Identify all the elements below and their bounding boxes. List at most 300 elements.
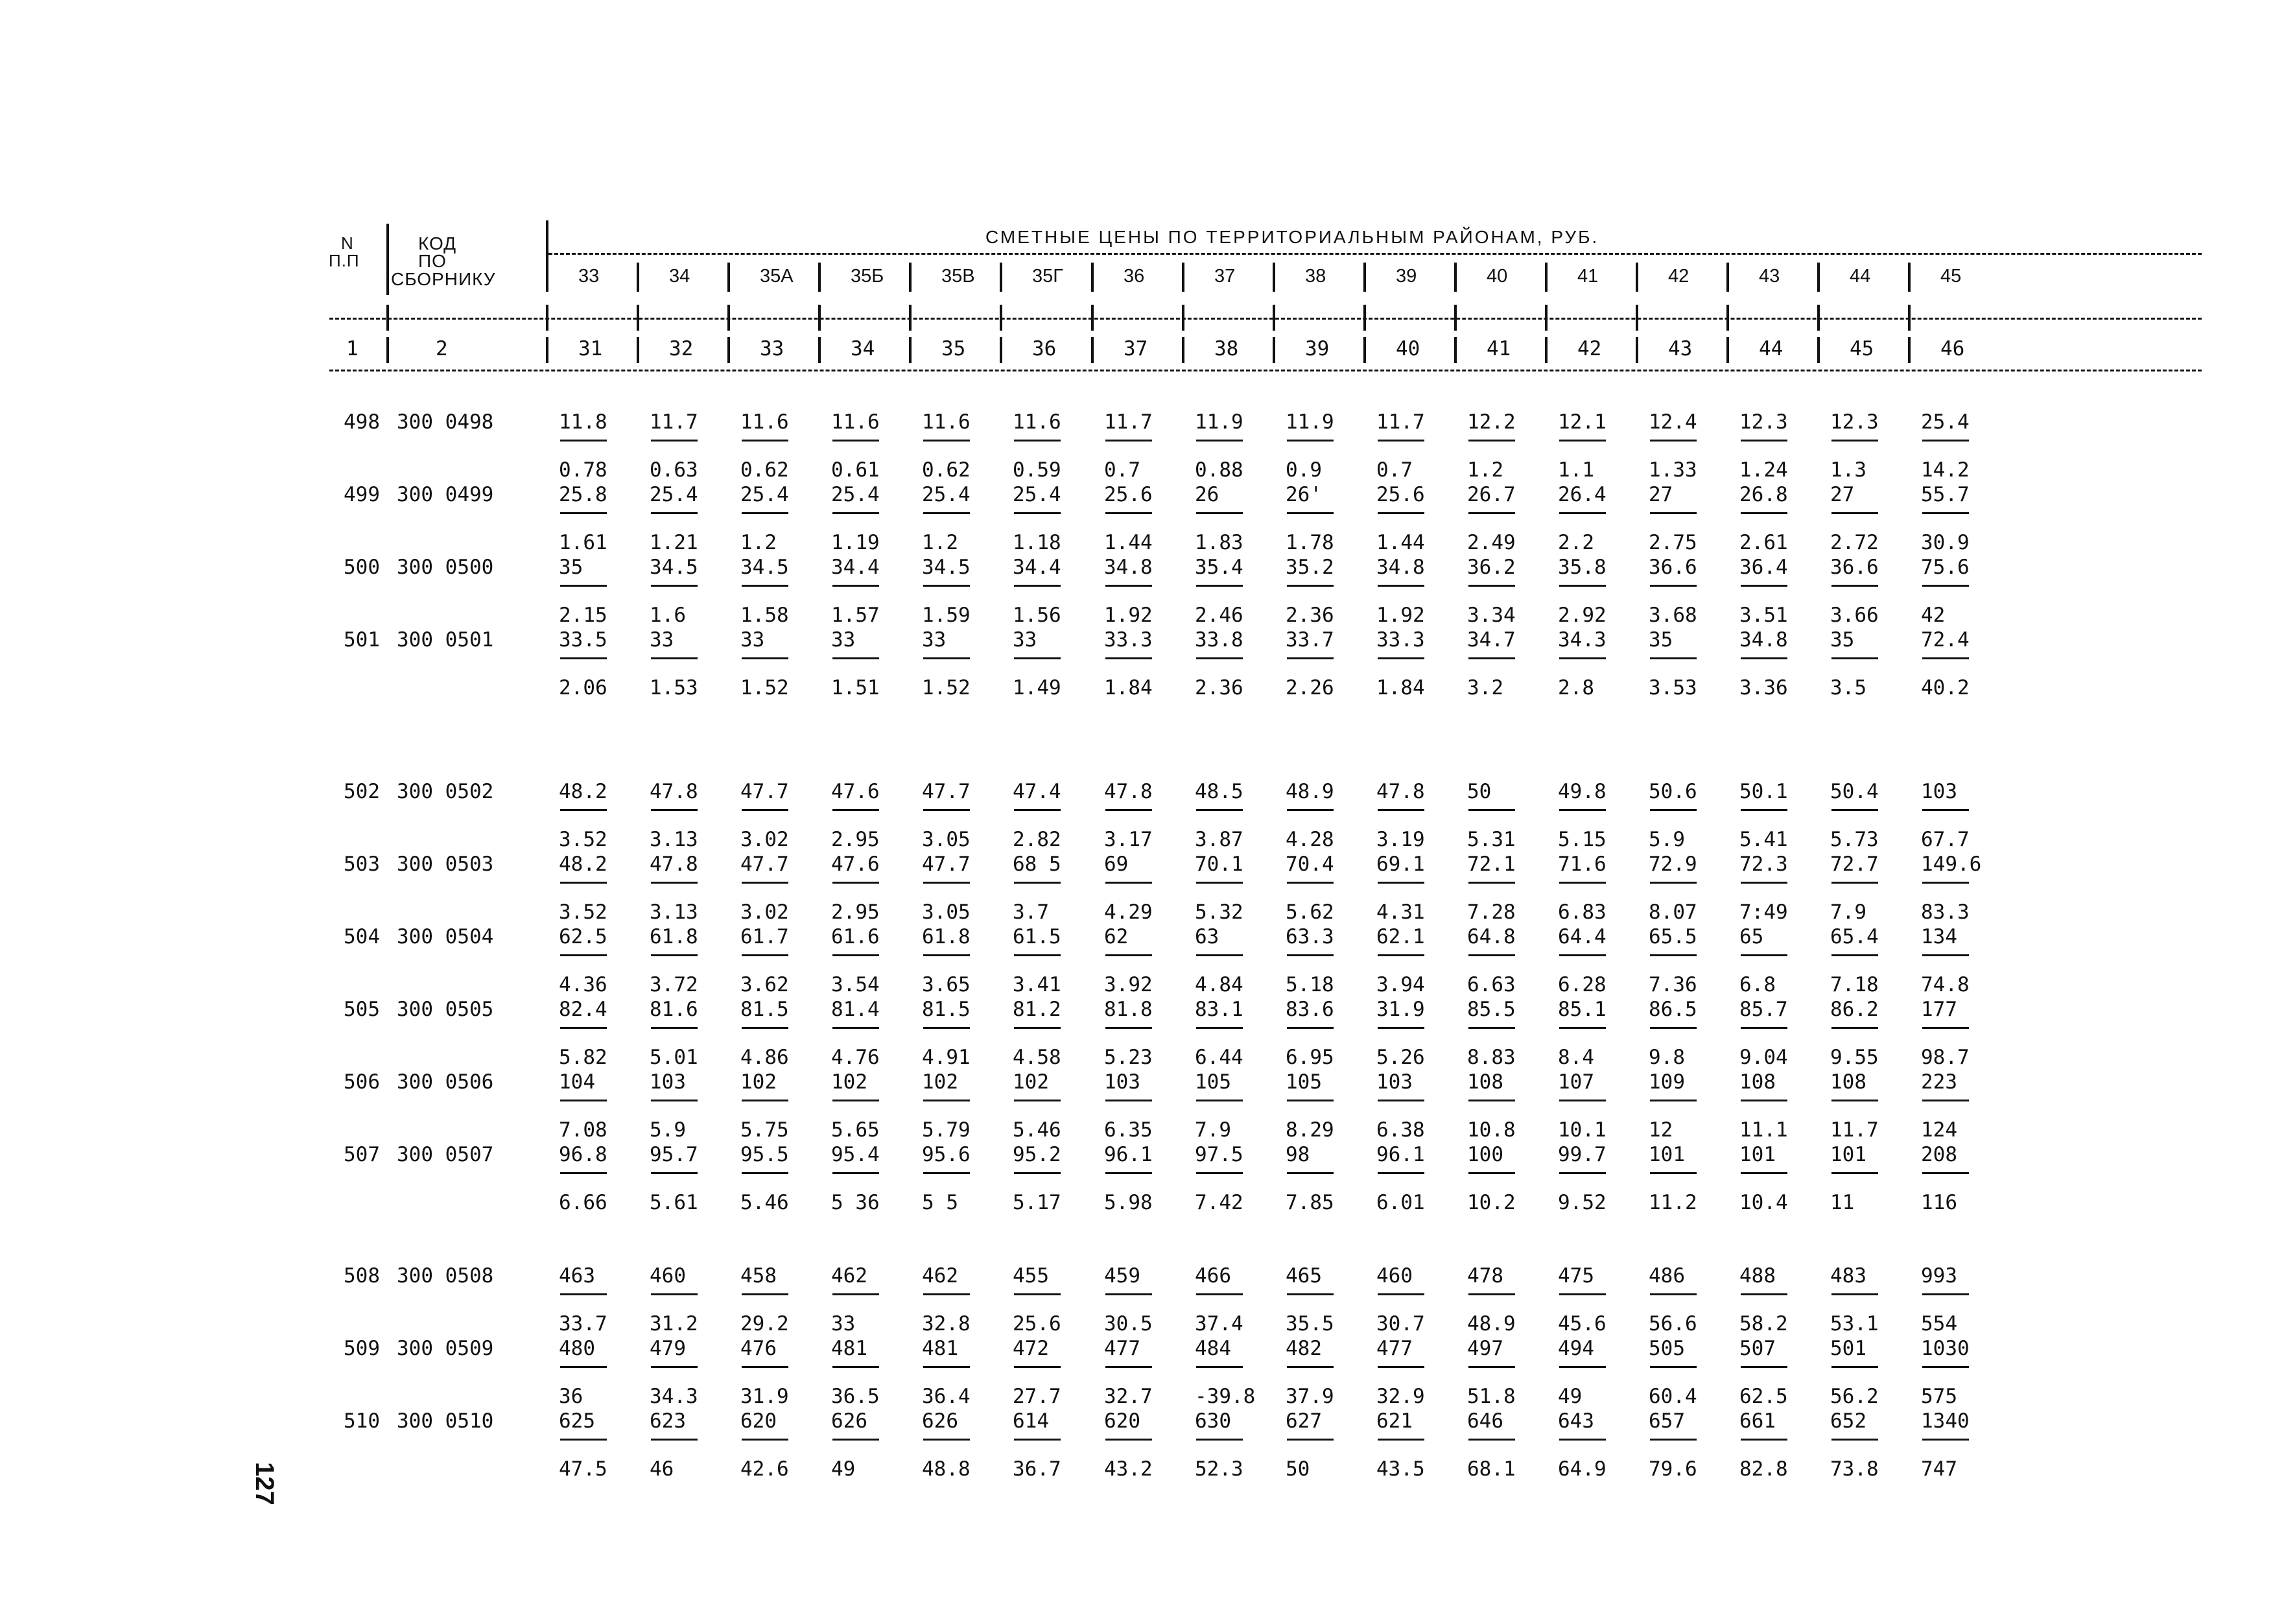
fraction-bar	[651, 1027, 698, 1029]
fraction-bar	[1287, 1027, 1334, 1029]
price-cell: 12.2	[1467, 410, 1516, 434]
fraction-bar	[1196, 1439, 1243, 1441]
price-cell: 11.9	[1195, 410, 1243, 434]
header-divider	[1182, 263, 1184, 292]
price-cell: 35.8	[1558, 556, 1607, 579]
price-cell: 11.6	[831, 410, 880, 434]
fraction-bar	[832, 657, 879, 659]
price-cell: 33	[1013, 628, 1037, 652]
price-cell: 105	[1286, 1070, 1322, 1094]
fraction-bar	[1559, 809, 1606, 811]
price-cell: 2.36	[1286, 604, 1334, 627]
fraction-bar	[1105, 954, 1152, 956]
fraction-bar	[1831, 440, 1878, 441]
price-cell: 116	[1921, 1191, 1957, 1214]
fraction-bar	[1378, 1366, 1424, 1368]
price-cell: 34.4	[1013, 556, 1061, 579]
price-cell: 2.61	[1739, 531, 1788, 554]
fraction-bar	[651, 1100, 698, 1101]
price-cell: 95.7	[650, 1143, 698, 1166]
fraction-bar	[1922, 1027, 1969, 1029]
price-cell: 3.87	[1195, 828, 1243, 851]
fraction-bar	[651, 440, 698, 441]
price-cell: 85.7	[1739, 998, 1788, 1021]
fraction-bar	[1650, 1172, 1697, 1174]
price-cell: 25.4	[1921, 410, 1970, 434]
fraction-bar	[651, 954, 698, 956]
fraction-bar	[1105, 1100, 1152, 1101]
price-cell: 3.34	[1467, 604, 1516, 627]
header-divider	[1908, 337, 1911, 363]
price-cell: 81.5	[922, 998, 971, 1021]
fraction-bar	[923, 954, 970, 956]
header-divider	[1545, 337, 1548, 363]
fraction-bar	[1287, 512, 1334, 514]
price-cell: 2.36	[1195, 676, 1243, 700]
header-divider	[1091, 305, 1094, 331]
price-cell: 2.49	[1467, 531, 1516, 554]
fraction-bar	[1559, 1439, 1606, 1441]
price-cell: 6.38	[1376, 1118, 1425, 1142]
price-cell: 62.1	[1376, 925, 1425, 948]
column-number-6: 34	[851, 337, 875, 360]
column-number-13: 41	[1487, 337, 1511, 360]
fraction-bar	[1287, 440, 1334, 441]
price-cell: -39.8	[1195, 1385, 1256, 1408]
price-cell: 5.32	[1195, 900, 1243, 924]
fraction-bar	[1014, 1100, 1061, 1101]
fraction-bar	[560, 440, 607, 441]
price-cell: 5.17	[1013, 1191, 1061, 1214]
fraction-bar	[1378, 440, 1424, 441]
price-cell: 47.4	[1013, 780, 1061, 803]
price-cell: 81.4	[831, 998, 880, 1021]
price-cell: 5.9	[650, 1118, 686, 1142]
fraction-bar	[742, 512, 788, 514]
header-divider	[1091, 263, 1094, 292]
price-cell: 47.7	[740, 780, 789, 803]
price-cell: 50.4	[1830, 780, 1879, 803]
fraction-bar	[1922, 882, 1969, 884]
price-cell: 1.58	[740, 604, 789, 627]
fraction-bar	[1196, 809, 1243, 811]
price-cell: 27.7	[1013, 1385, 1061, 1408]
fraction-bar	[1741, 1027, 1787, 1029]
price-cell: 1.1	[1558, 458, 1594, 482]
price-cell: 11.7	[1830, 1118, 1879, 1142]
price-cell: 40.2	[1921, 676, 1970, 700]
price-cell: 27	[1649, 483, 1673, 506]
price-cell: 33.7	[559, 1312, 607, 1336]
fraction-bar	[1468, 1366, 1515, 1368]
price-cell: 459	[1104, 1264, 1140, 1288]
price-cell: 25.8	[559, 483, 607, 506]
price-cell: 466	[1195, 1264, 1231, 1288]
price-cell: 1.92	[1104, 604, 1153, 627]
price-cell: 56.2	[1830, 1385, 1879, 1408]
price-cell: 3.2	[1467, 676, 1503, 700]
fraction-bar	[1831, 809, 1878, 811]
price-cell: 36.2	[1467, 556, 1516, 579]
price-cell: 32.7	[1104, 1385, 1153, 1408]
fraction-bar	[923, 657, 970, 659]
price-cell: 108	[1467, 1070, 1503, 1094]
price-cell: 69	[1104, 853, 1129, 876]
price-cell: 95.4	[831, 1143, 880, 1166]
price-cell: 661	[1739, 1409, 1776, 1433]
price-cell: 72.1	[1467, 853, 1516, 876]
price-cell: 72.9	[1649, 853, 1697, 876]
fraction-bar	[923, 585, 970, 587]
header-divider	[637, 337, 639, 363]
price-cell: 103	[1376, 1070, 1413, 1094]
row-code: 300 0498	[397, 410, 494, 434]
fraction-bar	[1650, 657, 1697, 659]
fraction-bar	[651, 1439, 698, 1441]
price-cell: 34.5	[922, 556, 971, 579]
header-divider	[1363, 263, 1366, 292]
fraction-bar	[651, 657, 698, 659]
fraction-bar	[651, 882, 698, 884]
price-cell: 9.04	[1739, 1046, 1788, 1069]
price-cell: 64.4	[1558, 925, 1607, 948]
price-cell: 10.2	[1467, 1191, 1516, 1214]
fraction-bar	[1559, 657, 1606, 659]
fraction-bar	[1922, 657, 1969, 659]
price-cell: 476	[740, 1337, 777, 1360]
price-cell: 0.62	[740, 458, 789, 482]
fraction-bar	[1922, 1439, 1969, 1441]
fraction-bar	[651, 809, 698, 811]
fraction-bar	[1468, 1027, 1515, 1029]
price-cell: 6.83	[1558, 900, 1607, 924]
price-cell: 85.1	[1558, 998, 1607, 1021]
price-cell: 481	[922, 1337, 958, 1360]
price-cell: 3.7	[1013, 900, 1049, 924]
price-cell: 2.26	[1286, 676, 1334, 700]
region-header-13: 42	[1668, 266, 1689, 287]
region-header-11: 40	[1487, 266, 1508, 287]
price-cell: 52.3	[1195, 1457, 1243, 1481]
price-cell: 3.02	[740, 900, 789, 924]
price-cell: 1.49	[1013, 676, 1061, 700]
fraction-bar	[1196, 657, 1243, 659]
fraction-bar	[1014, 585, 1061, 587]
price-cell: 33.8	[1195, 628, 1243, 652]
column-number-5: 33	[760, 337, 784, 360]
price-cell: 64.9	[1558, 1457, 1607, 1481]
price-cell: 620	[1104, 1409, 1140, 1433]
price-cell: 1340	[1921, 1409, 1970, 1433]
price-cell: 626	[831, 1409, 867, 1433]
header-col-np-label-1: N	[341, 233, 354, 253]
price-cell: 1.59	[922, 604, 971, 627]
price-cell: 2.92	[1558, 604, 1607, 627]
header-divider	[909, 263, 912, 292]
price-cell: 1.52	[740, 676, 789, 700]
price-cell: 36.5	[831, 1385, 880, 1408]
price-cell: 99.7	[1558, 1143, 1607, 1166]
price-cell: 33.3	[1376, 628, 1425, 652]
price-cell: 48.9	[1286, 780, 1334, 803]
price-cell: 34.7	[1467, 628, 1516, 652]
header-divider	[1636, 337, 1638, 363]
price-cell: 0.88	[1195, 458, 1243, 482]
price-cell: 45.6	[1558, 1312, 1607, 1336]
row-number: 507	[344, 1143, 380, 1166]
price-cell: 5.9	[1649, 828, 1685, 851]
row-number: 505	[344, 998, 380, 1021]
price-cell: 4.36	[559, 973, 607, 996]
price-cell: 103	[1921, 780, 1957, 803]
price-cell: 124	[1921, 1118, 1957, 1142]
price-cell: 27	[1830, 483, 1855, 506]
fraction-bar	[1378, 1439, 1424, 1441]
price-cell: 3.66	[1830, 604, 1879, 627]
fraction-bar	[1741, 1172, 1787, 1174]
price-cell: 49.8	[1558, 780, 1607, 803]
fraction-bar	[1196, 1172, 1243, 1174]
price-cell: 25.4	[1013, 483, 1061, 506]
header-divider	[546, 220, 548, 292]
price-cell: 620	[740, 1409, 777, 1433]
price-cell: 33.7	[1286, 628, 1334, 652]
price-cell: 11.9	[1286, 410, 1334, 434]
price-cell: 8.4	[1558, 1046, 1594, 1069]
header-divider	[727, 305, 730, 331]
price-cell: 82.8	[1739, 1457, 1788, 1481]
price-cell: 26.8	[1739, 483, 1788, 506]
column-number-17: 45	[1850, 337, 1874, 360]
price-cell: 5.61	[650, 1191, 698, 1214]
fraction-bar	[1196, 954, 1243, 956]
price-cell: 465	[1286, 1264, 1322, 1288]
price-cell: 5.23	[1104, 1046, 1153, 1069]
price-cell: 33	[650, 628, 674, 652]
fraction-bar	[1741, 1439, 1787, 1441]
price-cell: 460	[650, 1264, 686, 1288]
fraction-bar	[1468, 809, 1515, 811]
price-cell: 3.05	[922, 828, 971, 851]
fraction-bar	[742, 809, 788, 811]
price-cell: 61.5	[1013, 925, 1061, 948]
price-cell: 4.86	[740, 1046, 789, 1069]
price-cell: 47.8	[1104, 780, 1153, 803]
price-cell: 83.1	[1195, 998, 1243, 1021]
price-cell: 33	[922, 628, 947, 652]
column-number-10: 38	[1214, 337, 1239, 360]
price-cell: 37.4	[1195, 1312, 1243, 1336]
price-cell: 35.4	[1195, 556, 1243, 579]
fraction-bar	[1105, 1439, 1152, 1441]
price-cell: 26.7	[1467, 483, 1516, 506]
price-cell: 5.18	[1286, 973, 1334, 996]
fraction-bar	[1105, 1293, 1152, 1295]
fraction-bar	[1468, 1439, 1515, 1441]
price-cell: 35	[559, 556, 583, 579]
price-cell: 0.61	[831, 458, 880, 482]
fraction-bar	[742, 882, 788, 884]
header-divider	[1182, 337, 1184, 363]
price-cell: 36.6	[1830, 556, 1879, 579]
price-cell: 109	[1649, 1070, 1685, 1094]
fraction-bar	[1105, 882, 1152, 884]
price-cell: 3.13	[650, 828, 698, 851]
fraction-bar	[1650, 1293, 1697, 1295]
price-cell: 47.7	[740, 853, 789, 876]
header-divider	[1182, 305, 1184, 331]
fraction-bar	[560, 954, 607, 956]
fraction-bar	[1559, 1366, 1606, 1368]
price-cell: 35	[1649, 628, 1673, 652]
fraction-bar	[742, 440, 788, 441]
price-cell: 11.6	[1013, 410, 1061, 434]
price-cell: 64.8	[1467, 925, 1516, 948]
price-cell: 1.83	[1195, 531, 1243, 554]
column-number-14: 42	[1577, 337, 1602, 360]
price-cell: 1.44	[1376, 531, 1425, 554]
price-cell: 86.2	[1830, 998, 1879, 1021]
column-number-3: 31	[578, 337, 603, 360]
fraction-bar	[1105, 585, 1152, 587]
fraction-bar	[1922, 1172, 1969, 1174]
price-cell: 11.7	[650, 410, 698, 434]
price-cell: 0.9	[1286, 458, 1322, 482]
price-cell: 1.33	[1649, 458, 1697, 482]
fraction-bar	[1831, 1100, 1878, 1101]
row-number: 508	[344, 1264, 380, 1288]
price-cell: 5.26	[1376, 1046, 1425, 1069]
fraction-bar	[1650, 1439, 1697, 1441]
page-number: 127	[250, 1462, 279, 1505]
price-cell: 460	[1376, 1264, 1413, 1288]
price-cell: 1030	[1921, 1337, 1970, 1360]
row-code: 300 0500	[397, 556, 494, 579]
price-cell: 646	[1467, 1409, 1503, 1433]
price-cell: 575	[1921, 1385, 1957, 1408]
fraction-bar	[1741, 882, 1787, 884]
price-cell: 3.19	[1376, 828, 1425, 851]
price-cell: 6.01	[1376, 1191, 1425, 1214]
region-header-16: 45	[1940, 266, 1962, 287]
price-cell: 3.02	[740, 828, 789, 851]
price-cell: 494	[1558, 1337, 1594, 1360]
price-cell: 11	[1830, 1191, 1855, 1214]
region-header-14: 43	[1759, 266, 1780, 287]
fraction-bar	[1650, 1100, 1697, 1101]
price-cell: 0.7	[1104, 458, 1140, 482]
price-cell: 47.5	[559, 1457, 607, 1481]
price-cell: 50	[1286, 1457, 1310, 1481]
fraction-bar	[1559, 954, 1606, 956]
fraction-bar	[832, 809, 879, 811]
price-cell: 614	[1013, 1409, 1049, 1433]
fraction-bar	[832, 1100, 879, 1101]
fraction-bar	[560, 1100, 607, 1101]
header-divider	[1726, 263, 1729, 292]
fraction-bar	[832, 954, 879, 956]
price-cell: 32.8	[922, 1312, 971, 1336]
price-cell: 478	[1467, 1264, 1503, 1288]
price-cell: 7.9	[1830, 900, 1866, 924]
region-header-6: 35Г	[1032, 266, 1063, 287]
price-cell: 70.1	[1195, 853, 1243, 876]
price-cell: 47.6	[831, 780, 880, 803]
price-cell: 483	[1830, 1264, 1866, 1288]
price-cell: 10.1	[1558, 1118, 1607, 1142]
price-cell: 6.8	[1739, 973, 1776, 996]
price-cell: 65.4	[1830, 925, 1879, 948]
price-cell: 31.2	[650, 1312, 698, 1336]
region-header-15: 44	[1850, 266, 1871, 287]
fraction-bar	[560, 1293, 607, 1295]
price-cell: 11.6	[740, 410, 789, 434]
price-cell: 12	[1649, 1118, 1673, 1142]
price-cell: 3.72	[650, 973, 698, 996]
price-cell: 70.4	[1286, 853, 1334, 876]
column-number-7: 35	[941, 337, 966, 360]
price-cell: 95.5	[740, 1143, 789, 1166]
fraction-bar	[1014, 1172, 1061, 1174]
row-number: 504	[344, 925, 380, 948]
price-cell: 4.28	[1286, 828, 1334, 851]
price-cell: 101	[1739, 1143, 1776, 1166]
fraction-bar	[1468, 1293, 1515, 1295]
price-cell: 25.4	[650, 483, 698, 506]
price-cell: 1.19	[831, 531, 880, 554]
fraction-bar	[1468, 882, 1515, 884]
header-divider	[1273, 305, 1275, 331]
fraction-bar	[1922, 809, 1969, 811]
price-cell: 62	[1104, 925, 1129, 948]
row-code: 300 0503	[397, 853, 494, 876]
price-cell: 25.6	[1104, 483, 1153, 506]
header-divider	[637, 263, 639, 292]
price-cell: 554	[1921, 1312, 1957, 1336]
price-cell: 5.62	[1286, 900, 1334, 924]
fraction-bar	[1741, 512, 1787, 514]
price-cell: 5.65	[831, 1118, 880, 1142]
price-cell: 177	[1921, 998, 1957, 1021]
fraction-bar	[1378, 512, 1424, 514]
header-divider	[1454, 305, 1457, 331]
column-number-4: 32	[669, 337, 694, 360]
price-cell: 33	[740, 628, 765, 652]
header-divider	[637, 305, 639, 331]
price-cell: 85.5	[1467, 998, 1516, 1021]
fraction-bar	[1650, 1366, 1697, 1368]
price-cell: 486	[1649, 1264, 1685, 1288]
fraction-bar	[742, 657, 788, 659]
fraction-bar	[1196, 585, 1243, 587]
header-rule-bottom	[329, 370, 2202, 371]
price-cell: 95.2	[1013, 1143, 1061, 1166]
price-cell: 71.6	[1558, 853, 1607, 876]
fraction-bar	[1378, 1100, 1424, 1101]
price-cell: 621	[1376, 1409, 1413, 1433]
fraction-bar	[1650, 512, 1697, 514]
price-cell: 6.35	[1104, 1118, 1153, 1142]
price-cell: 6.66	[559, 1191, 607, 1214]
price-cell: 507	[1739, 1337, 1776, 1360]
price-cell: 53.1	[1830, 1312, 1879, 1336]
header-title: СМЕТНЫЕ ЦЕНЫ ПО ТЕРРИТОРИАЛЬНЫМ РАЙОНАМ, РУБ.	[985, 227, 1599, 247]
fraction-bar	[832, 512, 879, 514]
price-cell: 95.6	[922, 1143, 971, 1166]
header-divider	[1726, 305, 1729, 331]
header-divider	[386, 224, 389, 295]
price-cell: 58.2	[1739, 1312, 1788, 1336]
